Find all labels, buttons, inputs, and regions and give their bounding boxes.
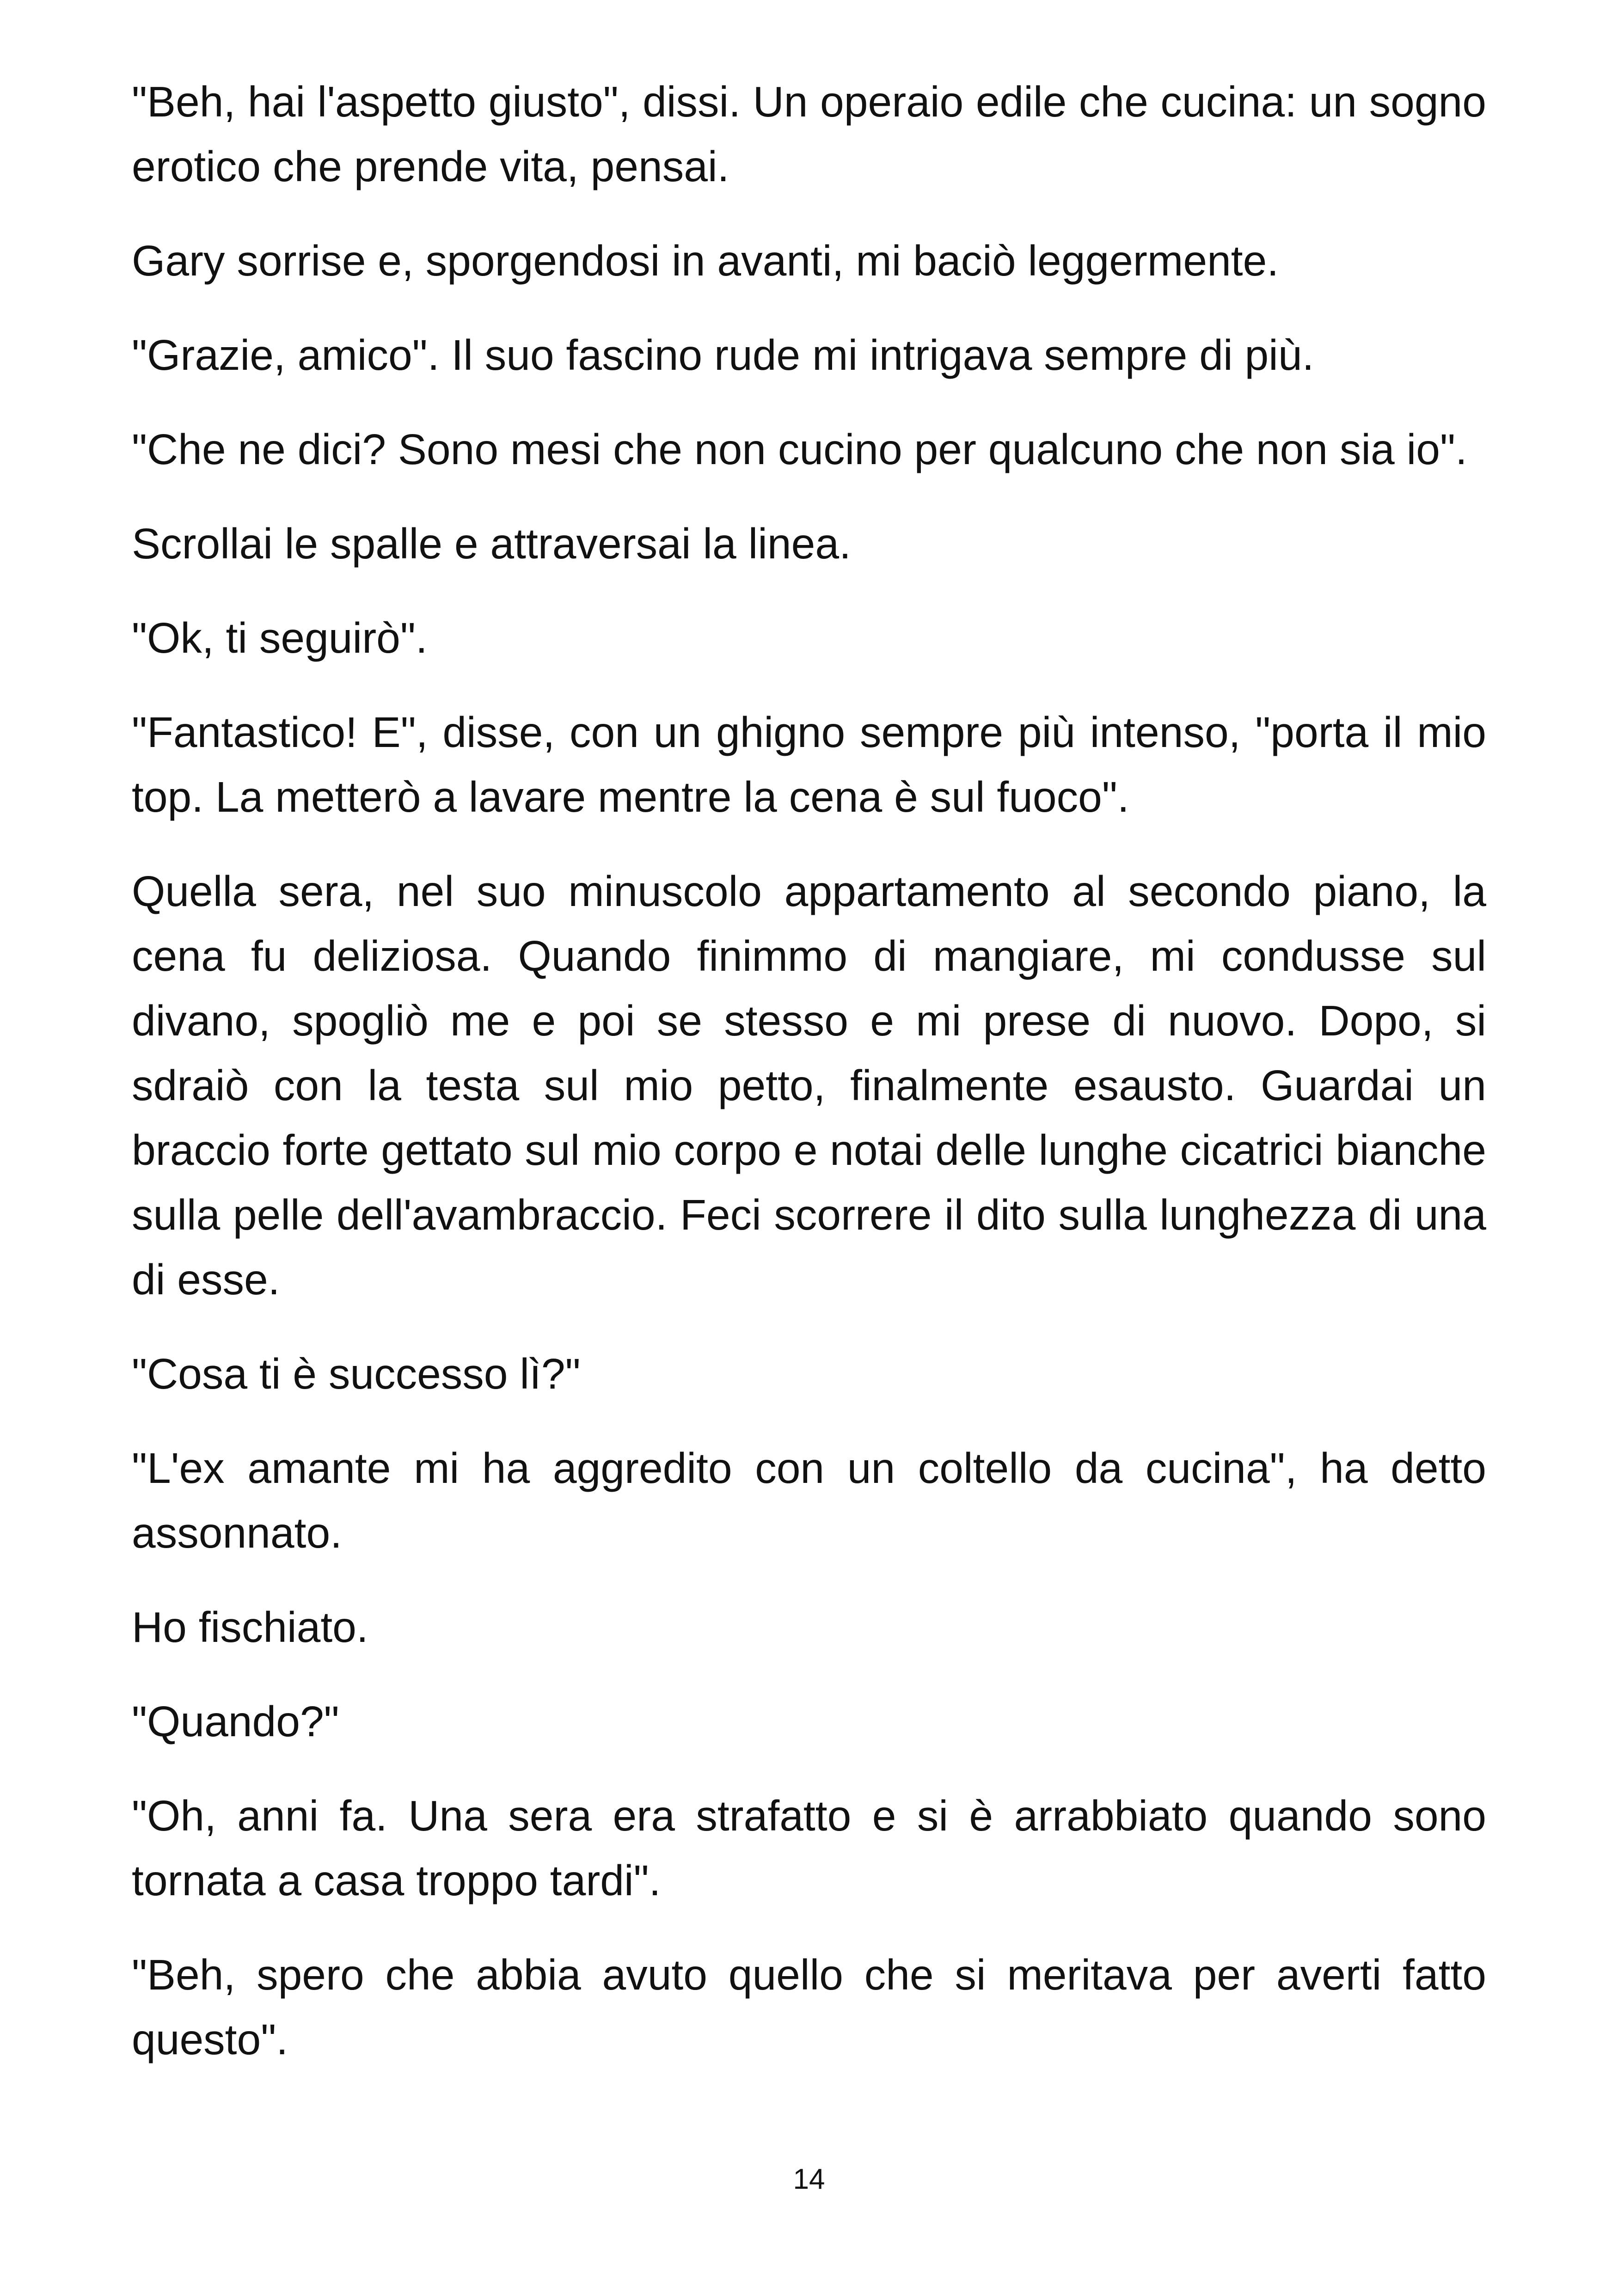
paragraph: "Ok, ti seguirò". [132,614,428,662]
paragraph: Gary sorrise e, sporgendosi in avanti, mi baciò leggermente. [132,237,1279,285]
paragraph: "Beh, hai l'aspetto giusto", dissi. Un operaio edile che cucina: un sogno erotico che prende vita, pensai. [132,78,1486,190]
paragraph: "Grazie, amico". Il suo fascino rude mi intrigava sempre di più. [132,331,1314,379]
body-text [132,69,1486,2101]
paragraph: Quella sera, nel suo minuscolo appartamento al secondo piano, la cena fu deliziosa. Quando finimmo di mangiare, mi condusse sul divano, spogliò me e poi se stesso e mi prese di nuovo. Dopo, si sdraiò con la testa sul mio petto, finalmente esausto. Guardai un braccio forte gettato sul mio corpo e notai delle lunghe cicatrici bianche sulla pelle dell'avambraccio. Feci scorrere il dito sulla lunghezza di una di esse. [132,867,1486,1304]
page-number: 14 [793,2163,825,2195]
paragraph: "Beh, spero che abbia avuto quello che si meritava per averti fatto questo". [132,1951,1486,2063]
paragraph: "L'ex amante mi ha aggredito con un coltello da cucina", ha detto assonnato. [132,1444,1486,1557]
paragraph: "Che ne dici? Sono mesi che non cucino per qualcuno che non sia io". [132,425,1467,473]
paragraph: "Oh, anni fa. Una sera era strafatto e si è arrabbiato quando sono tornata a casa troppo tardi". [132,1792,1486,1904]
paragraph: "Quando?" [132,1697,339,1745]
paragraph: "Cosa ti è successo lì?" [132,1350,581,1398]
paragraph: "Fantastico! E", disse, con un ghigno sempre più intenso, "porta il mio top. La metterò a lavare mentre la cena è sul fuoco". [132,708,1486,821]
paragraph: Scrollai le spalle e attraversai la linea. [132,520,851,568]
paragraph: Ho fischiato. [132,1603,368,1651]
